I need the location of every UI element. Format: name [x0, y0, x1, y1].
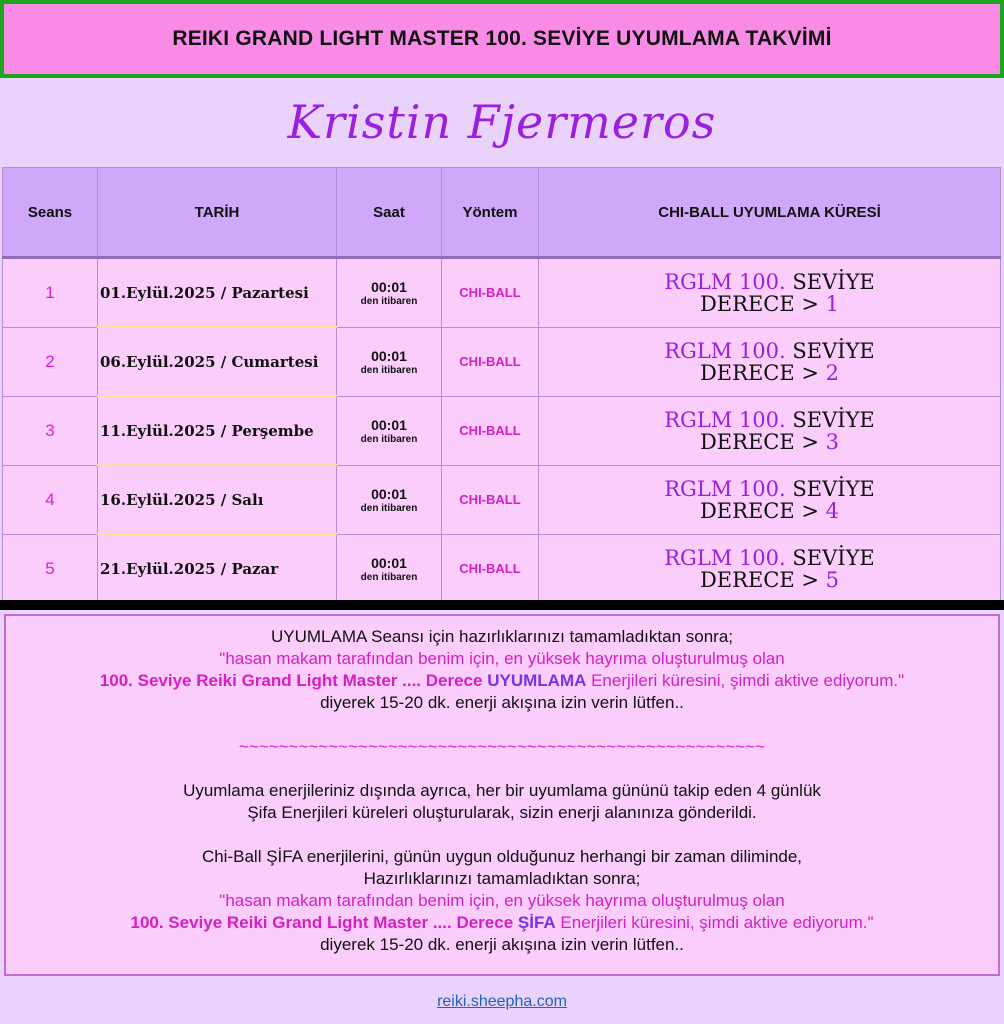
- chi-ball-cell: [539, 396, 1001, 465]
- session-date: [98, 327, 337, 396]
- ball-seviye: SEVİYE: [792, 545, 875, 570]
- time-note: den itibaren: [360, 433, 418, 445]
- ball-derece: DERECE >: [699, 498, 819, 523]
- ball-derece: DERECE >: [699, 429, 819, 454]
- ball-level: RGLM 100.: [664, 545, 786, 570]
- affirmation-rest: Enerjileri küresini, şimdi aktive ediyorum.": [591, 671, 905, 690]
- instruction-line: diyerek 15-20 dk. enerji akışına izin verin lütfen..: [320, 935, 684, 954]
- session-time: [337, 465, 442, 534]
- seans-number: 5: [3, 534, 98, 603]
- session-date-text: 16.Eylül.2025 / Salı: [100, 490, 264, 509]
- time-note: den itibaren: [360, 295, 418, 307]
- ball-number: 1: [825, 291, 840, 316]
- session-date-text: 01.Eylül.2025 / Pazartesi: [100, 283, 309, 302]
- seans-number: 4: [3, 465, 98, 534]
- seans-number: 3: [3, 396, 98, 465]
- instruction-line: diyerek 15-20 dk. enerji akışına izin verin lütfen..: [320, 693, 684, 712]
- affirmation-key: ŞİFA: [517, 913, 556, 932]
- session-method: CHI-BALL: [442, 396, 539, 465]
- time-value: 00:01: [371, 278, 407, 295]
- ball-seviye: SEVİYE: [792, 407, 875, 432]
- col-header-chi-ball: CHI-BALL UYUMLAMA KÜRESİ: [539, 168, 1001, 258]
- session-date: [98, 465, 337, 534]
- instruction-quote: "hasan makam tarafından benim için, en yüksek hayrıma oluşturulmuş olan: [219, 649, 785, 668]
- time-value: 00:01: [371, 485, 407, 502]
- table-row: [3, 327, 1001, 396]
- tilde-separator: ~~~~~~~~~~~~~~~~~~~~~~~~~~~~~~~~~~~~~~~~~~~~~~~~~~~~~: [238, 737, 766, 756]
- table-row: [3, 258, 1001, 328]
- ball-number: 5: [825, 567, 840, 592]
- ball-number: 4: [825, 498, 840, 523]
- affirmation-bold: 100. Seviye Reiki Grand Light Master .... Derece: [130, 913, 514, 932]
- footer: [0, 980, 1004, 1024]
- chi-ball-cell: [539, 534, 1001, 603]
- col-header-time: Saat: [337, 168, 442, 258]
- ball-level: RGLM 100.: [664, 407, 786, 432]
- instruction-quote: "hasan makam tarafından benim için, en yüksek hayrıma oluşturulmuş olan: [219, 891, 785, 910]
- ball-number: 2: [825, 360, 840, 385]
- time-value: 00:01: [371, 347, 407, 364]
- session-method: CHI-BALL: [442, 534, 539, 603]
- session-time: [337, 396, 442, 465]
- table-header-row: [3, 168, 1001, 258]
- session-date: [98, 258, 337, 328]
- session-date: [98, 396, 337, 465]
- page-title: REIKI GRAND LIGHT MASTER 100. SEVİYE UYUMLAMA TAKVİMİ: [172, 27, 832, 50]
- session-method: CHI-BALL: [442, 327, 539, 396]
- session-time: [337, 327, 442, 396]
- title-banner: [0, 0, 1004, 78]
- ball-level: RGLM 100.: [664, 338, 786, 363]
- affirmation-bold: 100. Seviye Reiki Grand Light Master .... Derece: [99, 671, 483, 690]
- session-date-text: 11.Eylül.2025 / Perşembe: [100, 421, 314, 440]
- instruction-line: Şifa Enerjileri küreleri oluşturularak, sizin enerji alanınıza gönderildi.: [247, 803, 757, 822]
- time-value: 00:01: [371, 554, 407, 571]
- chi-ball-cell: [539, 327, 1001, 396]
- instructions-box: [4, 614, 1000, 976]
- ball-seviye: SEVİYE: [792, 338, 875, 363]
- instruction-affirmation: [6, 670, 998, 692]
- session-method: CHI-BALL: [442, 258, 539, 328]
- time-value: 00:01: [371, 416, 407, 433]
- instruction-line: Uyumlama enerjileriniz dışında ayrıca, her bir uyumlama gününü takip eden 4 günlük: [183, 781, 821, 800]
- session-time: [337, 258, 442, 328]
- ball-derece: DERECE >: [699, 567, 819, 592]
- col-header-seans: Seans: [3, 168, 98, 258]
- section-divider: [0, 600, 1004, 610]
- signature: [0, 82, 1004, 162]
- session-date-text: 06.Eylül.2025 / Cumartesi: [100, 352, 319, 371]
- ball-level: RGLM 100.: [664, 476, 786, 501]
- time-note: den itibaren: [360, 502, 418, 514]
- table-row: [3, 534, 1001, 603]
- ball-number: 3: [825, 429, 840, 454]
- session-time: [337, 534, 442, 603]
- seans-number: 1: [3, 258, 98, 328]
- ball-derece: DERECE >: [699, 291, 819, 316]
- instruction-line: Chi-Ball ŞİFA enerjilerini, günün uygun olduğunuz herhangi bir zaman diliminde,: [201, 847, 803, 866]
- chi-ball-cell: [539, 258, 1001, 328]
- session-method: CHI-BALL: [442, 465, 539, 534]
- affirmation-rest: Enerjileri küresini, şimdi aktive ediyorum.": [560, 913, 874, 932]
- site-link[interactable]: reiki.sheepha.com: [437, 993, 567, 1010]
- ball-level: RGLM 100.: [664, 269, 786, 294]
- col-header-date: TARİH: [98, 168, 337, 258]
- seans-number: 2: [3, 327, 98, 396]
- time-note: den itibaren: [360, 364, 418, 376]
- chi-ball-cell: [539, 465, 1001, 534]
- table-row: [3, 465, 1001, 534]
- instruction-line: Hazırlıklarınızı tamamladıktan sonra;: [363, 869, 641, 888]
- affirmation-key: UYUMLAMA: [487, 671, 587, 690]
- ball-derece: DERECE >: [699, 360, 819, 385]
- instruction-line: UYUMLAMA Seansı için hazırlıklarınızı tamamladıktan sonra;: [270, 627, 733, 646]
- ball-seviye: SEVİYE: [792, 269, 875, 294]
- time-note: den itibaren: [360, 571, 418, 583]
- table-row: [3, 396, 1001, 465]
- ball-seviye: SEVİYE: [792, 476, 875, 501]
- signature-name: Kristin Fjermeros: [287, 95, 717, 149]
- session-date: [98, 534, 337, 603]
- instruction-affirmation: [6, 912, 998, 934]
- session-date-text: 21.Eylül.2025 / Pazar: [100, 559, 279, 578]
- col-header-method: Yöntem: [442, 168, 539, 258]
- schedule-table: [2, 167, 1001, 604]
